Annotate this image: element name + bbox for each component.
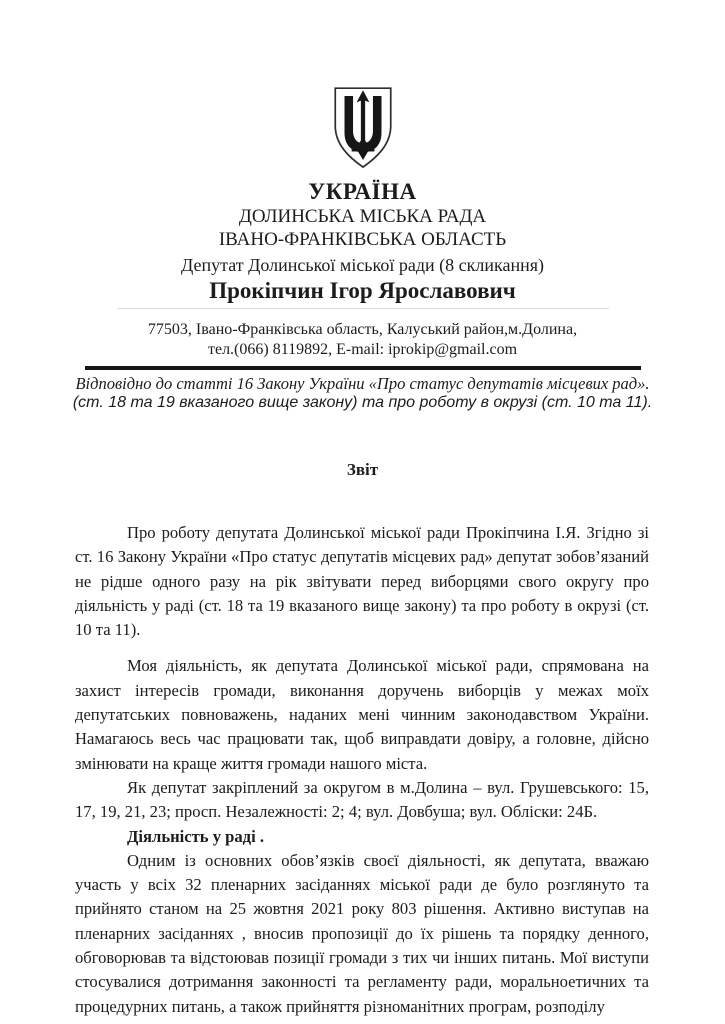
country-name: УКРАЇНА (308, 179, 417, 204)
paragraph-council-work: Одним із основних обов’язків своєї діяльності, як депутата, вважаю участь у всіх 32 пленарних засіданнях міської ради де було розглянуто та прийнято станом на 25 жовтня 2021 року 803 рішення. Активно виступав на пленарних засіданнях , вносив пропозиції до їх рішень та порядку денного, обговорював та відстоював позиції громади з тих чи інших питань. Мої виступи стосувалися дотримання законності та регламенту ради, моральноетичних та процедурних питань, а також прийняття різноманітних програм, розподілу (75, 850, 649, 1016)
section-heading-council-activity: Діяльність у раді . (127, 826, 264, 846)
report-body (75, 521, 649, 1019)
address-line-1: 77503, Івано-Франківська область, Калуський район,м.Долина, (147, 321, 578, 338)
letterhead-rule (85, 366, 641, 370)
legal-basis-line-2: (ст. 18 та 19 вказаного вище закону) та про роботу в окрузі (ст. 10 та 11). (72, 394, 653, 411)
ukraine-trident-coat-of-arms-icon (331, 86, 395, 170)
address-line-2: тел.(066) 8119892, E-mail: iprokip@gmail.com (207, 341, 518, 358)
paragraph-activity: Моя діяльність, як депутата Долинської міської ради, спрямована на захист інтересів громади, виконання доручень виборців у межах моїх депутатських повноважень, наданих мені чинним законодавством України. Намагаюсь весь час працювати так, щоб виправдати довіру, а головне, дійсно змінювати на краще життя громади нашого міста. (75, 656, 649, 773)
paragraph-district: Як депутат закріплений за округом в м.Долина – вул. Грушевського: 15, 17, 19, 21, 23; просп. Незалежності: 2; 4; вул. Довбуша; вул. Обліски: 24Б. (75, 777, 649, 822)
council-name: ДОЛИНСЬКА МІСЬКА РАДА (238, 206, 487, 227)
letterhead (0, 0, 725, 413)
report-title: Звіт (346, 460, 379, 479)
name-divider-line (117, 308, 609, 309)
region-name: ІВАНО-ФРАНКІВСЬКА ОБЛАСТЬ (218, 229, 507, 250)
contact-block (0, 320, 725, 360)
paragraph-intro: Про роботу депутата Долинської міської ради Прокіпчина І.Я. Згідно зі ст. 16 Закону України «Про статус депутатів місцевих рад» депутат зобов’язаний не рідше одного разу на рік звітувати перед виборцями свого округу про діяльність у раді (ст. 18 та 19 вказаного вище закону) та про роботу в окрузі (ст. 10 та 11). (75, 523, 649, 640)
legal-basis-line-1: Відповідно до статті 16 Закону України «Про статус депутатів місцевих рад». (75, 374, 650, 393)
deputy-position: Депутат Долинської міської ради (8 скликання) (181, 255, 544, 275)
deputy-name: Прокіпчин Ігор Ярославович (209, 278, 516, 303)
